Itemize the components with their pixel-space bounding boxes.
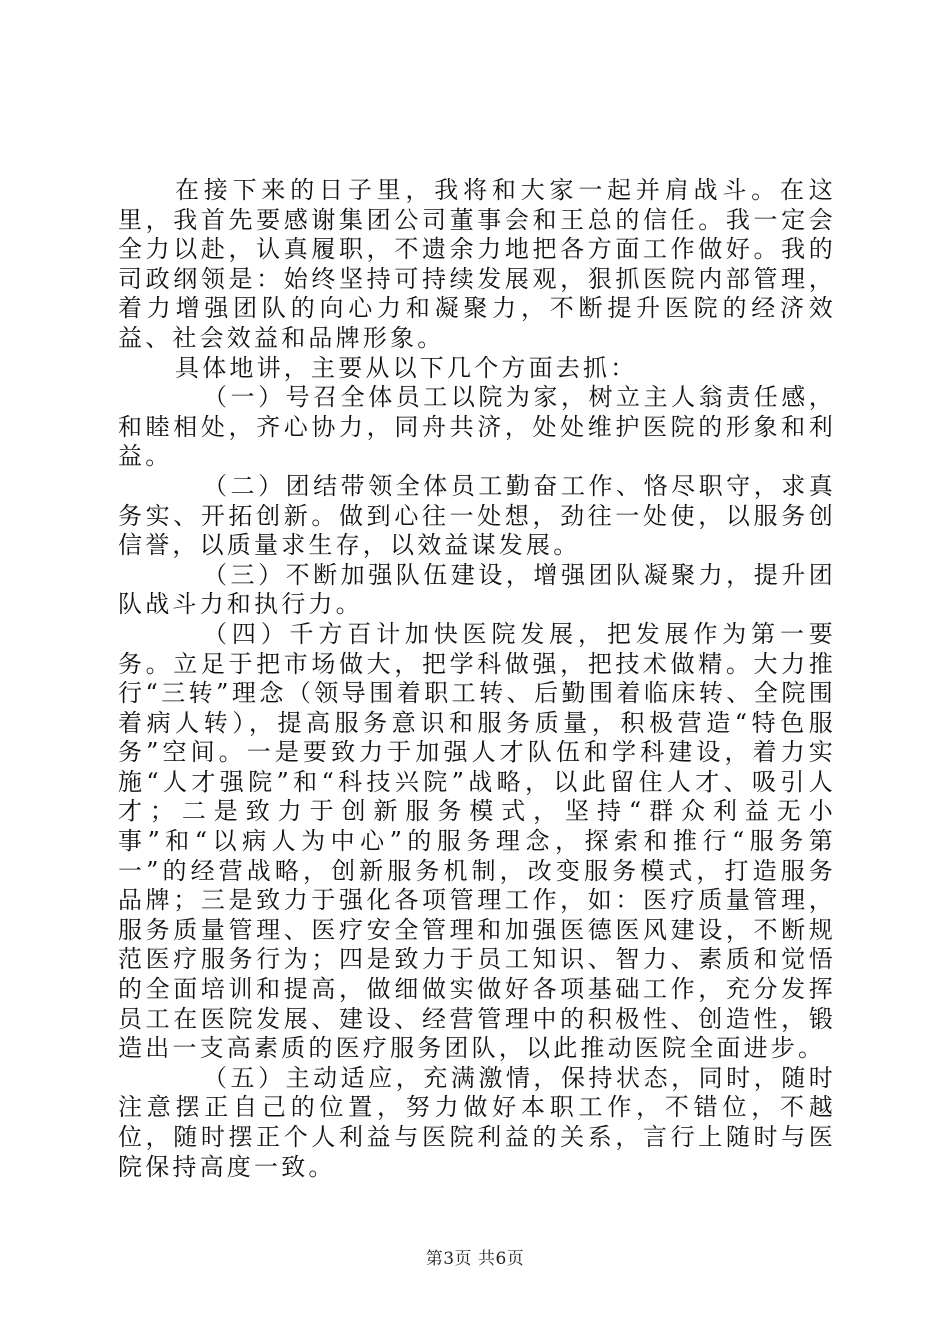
paragraph-item-1: （一）号召全体员工以院为家，树立主人翁责任感，和睦相处，齐心协力，同舟共济，处处维护医院的形象和利益。 (118, 383, 836, 471)
page-number-footer: 第3页 共6页 (425, 1249, 525, 1269)
paragraph-item-3: （三）不断加强队伍建设，增强团队凝聚力，提升团队战斗力和执行力。 (118, 560, 836, 619)
paragraph-item-5: （五）主动适应，充满激情，保持状态，同时，随时注意摆正自己的位置，努力做好本职工作，不错位，不越位，随时摆正个人利益与医院利益的关系，言行上随时与医院保持高度一致。 (118, 1063, 836, 1181)
paragraph-overview: 具体地讲，主要从以下几个方面去抓： (175, 353, 638, 382)
paragraph-item-4: （四）千方百计加快医院发展，把发展作为第一要务。立足于把市场做大，把学科做强，把技术做精。大力推行“三转”理念（领导围着职工转、后勤围着临床转、全院围着病人转），提高服务意识和服务质量，积极营造“特色服务”空间。一是要致力于加强人才队伍和学科建设，着力实施“人才强院”和“科技兴院”战略，以此留住人才、吸引人才；二是致力于创新服务模式，坚持“群众利益无小事”和“以病人为中心”的服务理念，探索和推行“服务第一”的经营战略，创新服务机制，改变服务模式，打造服务品牌；三是致力于强化各项管理工作，如：医疗质量管理，服务质量管理、医疗安全管理和加强医德医风建设，不断规范医疗服务行为；四是致力于员工知识、智力、素质和觉悟的全面培训和提高，做细做实做好各项基础工作，充分发挥员工在医院发展、建设、经营管理中的积极性、创造性，锻造出一支高素质的医疗服务团队，以此推动医院全面进步。 (118, 619, 836, 1063)
document-body (118, 176, 836, 1182)
paragraph-item-2: （二）团结带领全体员工勤奋工作、恪尽职守，求真务实、开拓创新。做到心往一处想，劲往一处使，以服务创信誉，以质量求生存，以效益谋发展。 (118, 471, 836, 560)
paragraph-intro: 在接下来的日子里，我将和大家一起并肩战斗。在这里，我首先要感谢集团公司董事会和王总的信任。我一定会全力以赴，认真履职，不遗余力地把各方面工作做好。我的司政纲领是：始终坚持可持续发展观，狠抓医院内部管理，着力增强团队的向心力和凝聚力，不断提升医院的经济效益、社会效益和品牌形象。 (118, 176, 836, 352)
